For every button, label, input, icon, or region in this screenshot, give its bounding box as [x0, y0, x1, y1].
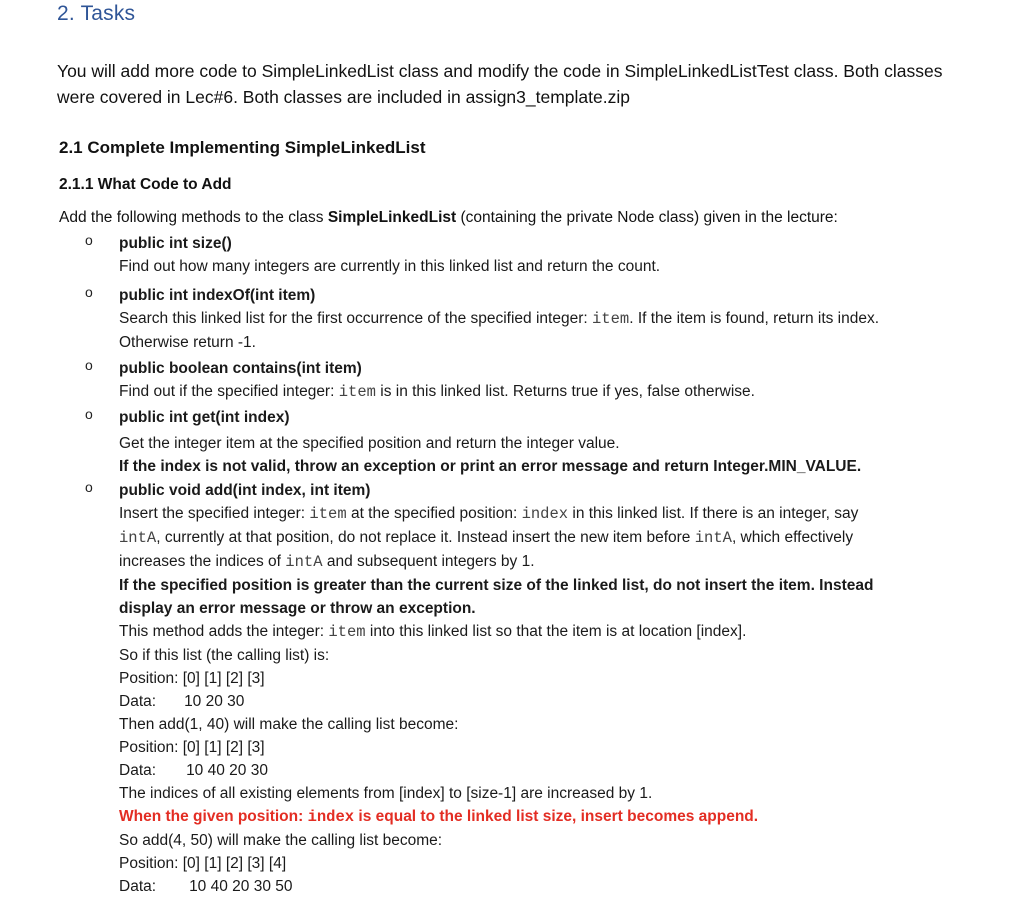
data-values: 10 40 20 30 50 [189, 878, 293, 895]
text: is equal to the linked list size, insert becomes append. [354, 808, 759, 825]
data-row [119, 690, 979, 713]
method-signature: public boolean contains(int item) [119, 360, 362, 377]
data-label: Data: [119, 878, 157, 895]
method-description: Otherwise return -1. [119, 334, 256, 351]
text: into this linked list so that the item is at location [index]. [365, 623, 747, 640]
code-term: item [591, 310, 630, 328]
code-term: intA [694, 529, 732, 547]
code-term: item [309, 505, 347, 523]
method-description: So add(4, 50) will make the calling list become: [119, 832, 443, 849]
method-description: So if this list (the calling list) is: [119, 647, 330, 664]
text: , which effectively [731, 529, 854, 546]
method-signature: public int indexOf(int item) [119, 287, 316, 304]
text: This method adds the integer: [119, 623, 329, 640]
text: When the given position: [119, 808, 308, 825]
text: , currently at that position, do not replace it. Instead insert the new item before [156, 529, 695, 546]
bullet-marker: o [85, 232, 93, 248]
position-row: Position: [0] [1] [2] [3] [119, 670, 265, 687]
text: Insert the specified integer: [119, 505, 310, 522]
data-label: Data: [119, 693, 157, 710]
data-values: 10 40 20 30 [186, 762, 268, 779]
data-values: 10 20 30 [184, 693, 245, 710]
methods-list [0, 232, 1024, 898]
position-row: Position: [0] [1] [2] [3] [119, 739, 265, 756]
code-term: item [328, 623, 366, 641]
method-description [119, 620, 979, 644]
method-signature: public int size() [119, 235, 232, 252]
text: . If the item is found, return its index. [629, 310, 880, 327]
method-note: display an error message or throw an exception. [119, 600, 476, 617]
lead-class-name: SimpleLinkedList [327, 209, 457, 226]
method-indexof [0, 284, 1024, 357]
text: in this linked list. If there is an integer, say [568, 505, 859, 522]
code-term: index [307, 808, 355, 826]
section-heading-tasks: 2. Tasks [57, 2, 136, 25]
method-note: If the specified position is greater than the current size of the linked list, do not insert the item. Instead [119, 577, 874, 594]
data-row [119, 759, 979, 782]
subsection-title: 2.1.1 What Code to Add [59, 176, 232, 193]
method-description [119, 307, 979, 331]
method-description [119, 502, 979, 526]
text: at the specified position: [346, 505, 522, 522]
code-term: index [521, 505, 569, 523]
method-get [0, 406, 1024, 479]
section-title: 2.1 Complete Implementing SimpleLinkedList [59, 138, 426, 157]
text: increases the indices of [119, 553, 286, 570]
method-description: Get the integer item at the specified position and return the integer value. [119, 435, 620, 452]
code-term: intA [285, 553, 323, 571]
bullet-marker: o [85, 406, 93, 422]
method-description [119, 550, 979, 574]
method-description: The indices of all existing elements from [index] to [size-1] are increased by 1. [119, 785, 653, 802]
method-signature: public void add(int index, int item) [119, 482, 371, 499]
method-add [0, 479, 1024, 898]
data-row [119, 875, 979, 898]
bullet-marker: o [85, 479, 93, 495]
text: is in this linked list. Returns true if yes, false otherwise. [375, 383, 755, 400]
text: Find out if the specified integer: [119, 383, 339, 400]
code-term: intA [119, 529, 157, 547]
lead-paragraph [59, 209, 1009, 227]
position-row: Position: [0] [1] [2] [3] [4] [119, 855, 287, 872]
method-description: Then add(1, 40) will make the calling list become: [119, 716, 459, 733]
bullet-marker: o [85, 357, 93, 373]
code-term: item [338, 383, 376, 401]
method-description [119, 380, 979, 406]
method-description [119, 526, 979, 550]
lead-text: Add the following methods to the class [59, 209, 328, 226]
method-size [0, 232, 1024, 284]
method-description: Find out how many integers are currently in this linked list and return the count. [119, 258, 661, 275]
method-note: If the index is not valid, throw an exception or print an error message and return Integer.MIN_VALUE. [119, 458, 862, 475]
intro-paragraph: You will add more code to SimpleLinkedList class and modify the code in SimpleLinkedListTest class. Both classes were covered in Lec#6. Both classes are included in assign3_template.zip [57, 61, 943, 107]
lead-text-end: (containing the private Node class) given in the lecture: [456, 209, 838, 226]
text: Search this linked list for the first occurrence of the specified integer: [119, 310, 592, 327]
bullet-marker: o [85, 284, 93, 300]
method-contains [0, 357, 1024, 406]
data-label: Data: [119, 762, 157, 779]
method-warning [119, 805, 979, 829]
text: and subsequent integers by 1. [322, 553, 535, 570]
method-signature: public int get(int index) [119, 409, 290, 426]
